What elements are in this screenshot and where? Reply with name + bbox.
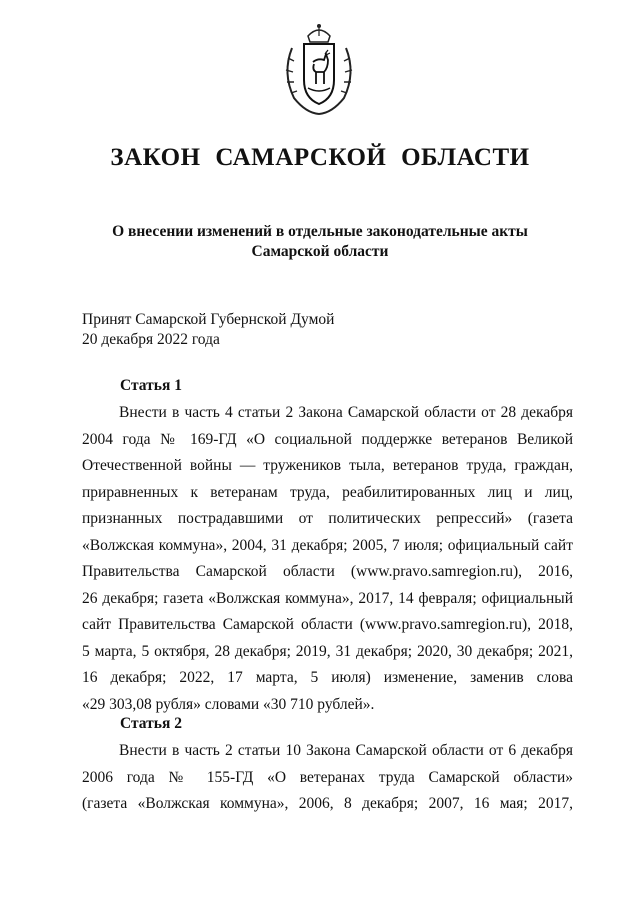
text-line: Правительства Самарской области (www.pravo.samregion.ru), 2016, xyxy=(82,563,573,580)
text-line: 26 декабря; газета «Волжская коммуна», 2017, 14 февраля; официальный xyxy=(82,589,573,607)
document-subtitle xyxy=(60,222,580,262)
text-line: 2004 года № 169-ГД «О социальной поддержке ветеранов Великой xyxy=(82,430,573,448)
text-line: 16 декабря; 2022, 17 марта, 5 июля) изменение, заменив слова xyxy=(82,669,573,686)
text-line: (газета «Волжская коммуна», 2006, 8 декабря; 2007, 16 мая; 2017, xyxy=(82,795,573,812)
text-line: приравненных к ветеранам труда, реабилитированных лиц и лиц, xyxy=(82,483,573,501)
text-line: «29 303,08 рубля» словами «30 710 рублей». xyxy=(82,695,375,713)
text-line: сайт Правительства Самарской области (www.pravo.samregion.ru), 2018, xyxy=(82,616,573,633)
article-1-text xyxy=(82,400,573,718)
adoption-info xyxy=(82,310,334,350)
subtitle-line: Самарской области xyxy=(251,243,389,260)
adoption-body: Принят Самарской Губернской Думой xyxy=(82,311,335,328)
text-line: 5 марта, 5 октября, 28 декабря; 2019, 31 декабря; 2020, 30 декабря; 2021, xyxy=(82,642,573,660)
text-line: Внести в часть 2 статьи 10 Закона Самарской области от 6 декабря xyxy=(119,742,573,759)
article-2-text xyxy=(82,738,573,818)
document-title: ЗАКОН САМАРСКОЙ ОБЛАСТИ xyxy=(110,144,530,171)
text-line: признанных пострадавшими от политических репрессий» (газета xyxy=(82,510,573,527)
text-line: «Волжская коммуна», 2004, 31 декабря; 2005, 7 июля; официальный сайт xyxy=(82,536,573,554)
subtitle-line: О внесении изменений в отдельные законодательные акты xyxy=(112,223,528,240)
adoption-date: 20 декабря 2022 года xyxy=(82,331,220,348)
article-2-heading: Статья 2 xyxy=(120,715,182,732)
article-1-heading: Статья 1 xyxy=(120,377,182,394)
text-line: Внести в часть 4 статьи 2 Закона Самарской области от 28 декабря xyxy=(119,404,573,421)
text-line: 2006 года № 155-ГД «О ветеранах труда Самарской области» xyxy=(82,768,573,786)
coat-of-arms-icon xyxy=(278,18,360,118)
text-line: Отечественной войны — тружеников тыла, ветеранов труда, граждан, xyxy=(82,457,573,474)
